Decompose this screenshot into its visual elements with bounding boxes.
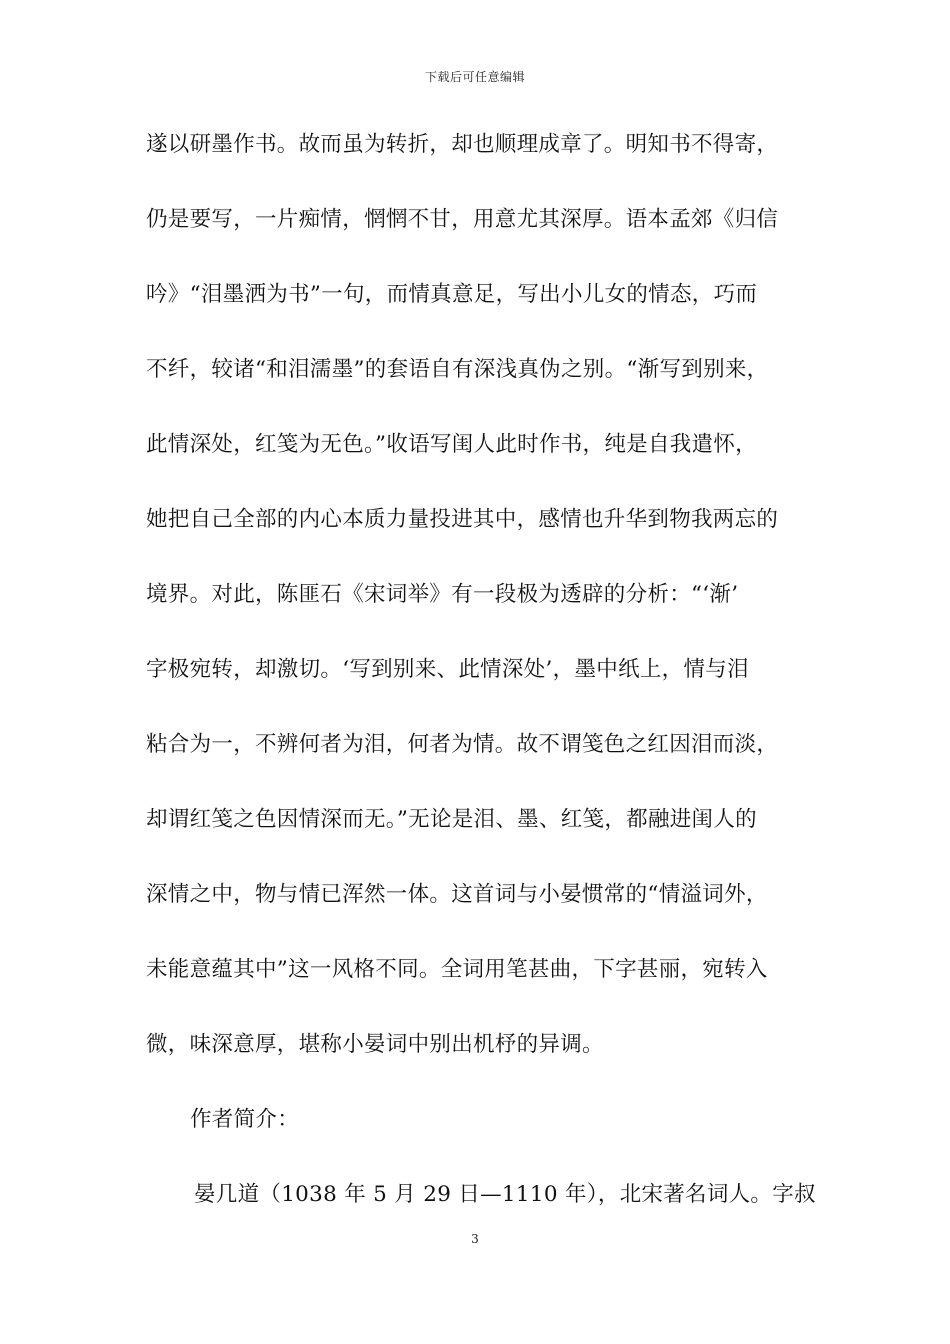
text-line: 她把自己全部的内心本质力量投进其中，感情也升华到物我两忘的 xyxy=(146,507,779,532)
text-line: 吟》“泪墨洒为书”一句，而情真意足，写出小儿女的情态，巧而 xyxy=(146,282,758,307)
page-number: 3 xyxy=(471,1232,479,1246)
text-line: 境界。对此，陈匪石《宋词举》有一段极为透辟的分析：“‘渐’ xyxy=(146,582,739,607)
text-line: 不纤，较诸“和泪濡墨”的套语自有深浅真伪之别。“渐写到别来， xyxy=(146,357,769,382)
text-line: 深情之中，物与情已浑然一体。这首词与小晏惯常的“情溢词外， xyxy=(146,882,768,907)
text-line: 粘合为一，不辨何者为泪，何者为情。故不谓笺色之红因泪而淡， xyxy=(146,732,779,757)
text-line: 字极宛转，却激切。‘写到别来、此情深处’，墨中纸上，情与泪 xyxy=(146,657,749,682)
text-line: 此情深处，红笺为无色。”收语写闺人此时作书，纯是自我遣怀， xyxy=(146,432,757,457)
text-line: 未能意蕴其中”这一风格不同。全词用笔甚曲，下字甚丽，宛转入 xyxy=(146,957,768,982)
document-body xyxy=(146,125,836,1250)
text-line: 微，味深意厚，堪称小晏词中别出机杼的异调。 xyxy=(146,1032,604,1057)
text-line: 遂以研墨作书。故而虽为转折，却也顺理成章了。明知书不得寄， xyxy=(146,132,779,157)
page-header-note: 下载后可任意编辑 xyxy=(424,70,525,84)
text-line: 仍是要写，一片痴情，惘惘不甘，用意尤其深厚。语本孟郊《归信 xyxy=(146,207,779,232)
author-bio-line: 晏几道（1038 年 5 月 29 日—1110 年），北宋著名词人。字叔 xyxy=(194,1182,816,1207)
section-heading: 作者简介： xyxy=(190,1107,300,1132)
text-line: 却谓红笺之色因情深而无。”无论是泪、墨、红笺，都融进闺人的 xyxy=(146,807,757,832)
